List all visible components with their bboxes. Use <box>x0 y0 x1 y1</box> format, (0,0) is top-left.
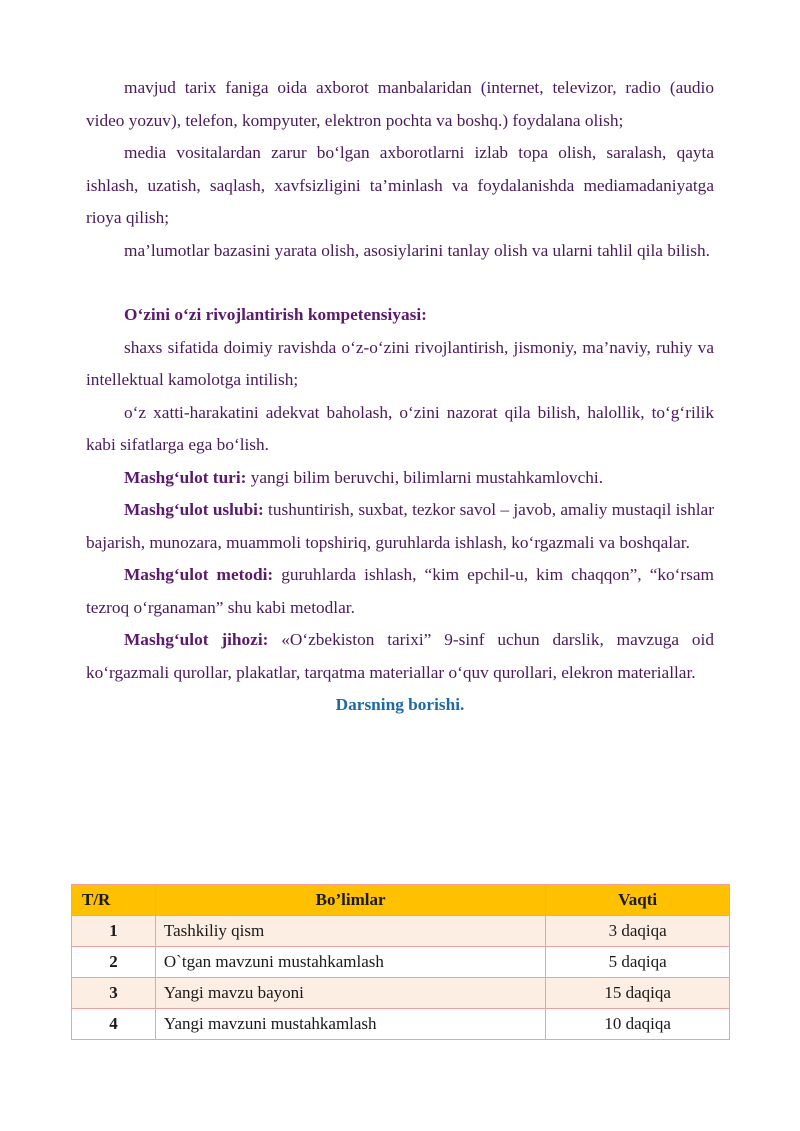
lesson-type <box>86 462 714 495</box>
table-row <box>72 978 730 1009</box>
row-time: 5 daqiqa <box>546 947 730 978</box>
row-section: Yangi mavzuni mustahkamlash <box>155 1009 545 1040</box>
lesson-type-label: Mashg‘ulot turi: <box>124 467 247 487</box>
row-number: 4 <box>72 1009 156 1040</box>
row-section: Tashkiliy qism <box>155 916 545 947</box>
row-number: 1 <box>72 916 156 947</box>
table-header-row <box>72 885 730 916</box>
row-number: 2 <box>72 947 156 978</box>
table-row <box>72 916 730 947</box>
header-number: T/R <box>72 885 156 916</box>
header-time: Vaqti <box>546 885 730 916</box>
competency-heading <box>86 299 714 332</box>
lesson-method-label: Mashg‘ulot metodi: <box>124 565 274 584</box>
table-row <box>72 1009 730 1040</box>
paragraph-database: ma’lumotlar bazasini yarata olish, asosiylarini tanlay olish va ularni tahlil qila bilish. <box>124 240 710 260</box>
lesson-plan-table <box>71 884 730 1040</box>
spacer <box>86 267 714 299</box>
lesson-method-text: guruhlarda ishlash, “kim epchil-u, kim chaqqon”, “ko‘rsam tezroq o‘rganaman” shu kabi metodlar. <box>86 565 714 617</box>
row-number: 3 <box>72 978 156 1009</box>
paragraph-media-sources: mavjud tarix faniga oida axborot manbalaridan (internet, televizor, radio (audio video yozuv), telefon, kompyuter, elektron pochta va boshq.) foydalana olish; <box>86 78 714 130</box>
document-body <box>86 72 714 722</box>
lesson-type-text: yangi bilim beruvchi, bilimlarni mustahkamlovchi. <box>246 467 604 487</box>
lesson-equipment-text: «O‘zbekiston tarixi” 9-sinf uchun darslik, mavzuga oid ko‘rgazmali qurollar, plakatlar, tarqatma materiallar o‘quv qurollari, elekron materiallar. <box>86 630 714 682</box>
lesson-method <box>86 559 714 624</box>
row-section: Yangi mavzu bayoni <box>155 978 545 1009</box>
lesson-equipment-label: Mashg‘ulot jihozi: <box>124 630 269 649</box>
lesson-style-label: Mashg‘ulot uslubi: <box>124 500 264 519</box>
paragraph-self-assessment: o‘z xatti-harakatini adekvat baholash, o‘zini nazorat qila bilish, halollik, to‘g‘rilik kabi sifatlarga ega bo‘lish. <box>86 402 714 454</box>
row-time: 15 daqiqa <box>546 978 730 1009</box>
competency-heading-text: O‘zini o‘zi rivojlantirish kompetensiyasi: <box>124 305 427 324</box>
row-time: 10 daqiqa <box>546 1009 730 1040</box>
header-sections: Bo’limlar <box>155 885 545 916</box>
paragraph-media-tools: media vositalardan zarur bo‘lgan axborotlarni izlab topa olish, saralash, qayta ishlash, uzatish, saqlash, xavfsizligini ta’minlash va foydalanishda mediamadaniyatga rioya qilish; <box>86 143 714 227</box>
lesson-equipment <box>86 624 714 689</box>
table-row <box>72 947 730 978</box>
lesson-style-text: tushuntirish, suxbat, tezkor savol – javob, amaliy mustaqil ishlar bajarish, munozara, muammoli topshiriq, guruhlarda ishlash, ko‘rgazmali va boshqalar. <box>86 500 714 552</box>
row-time: 3 daqiqa <box>546 916 730 947</box>
paragraph-self-development: shaxs sifatida doimiy ravishda o‘z-o‘zini rivojlantirish, jismoniy, ma’naviy, ruhiy va intellektual kamolotga intilish; <box>86 337 714 389</box>
section-title: Darsning borishi. <box>335 695 465 714</box>
lesson-style <box>86 494 714 559</box>
row-section: O`tgan mavzuni mustahkamlash <box>155 947 545 978</box>
